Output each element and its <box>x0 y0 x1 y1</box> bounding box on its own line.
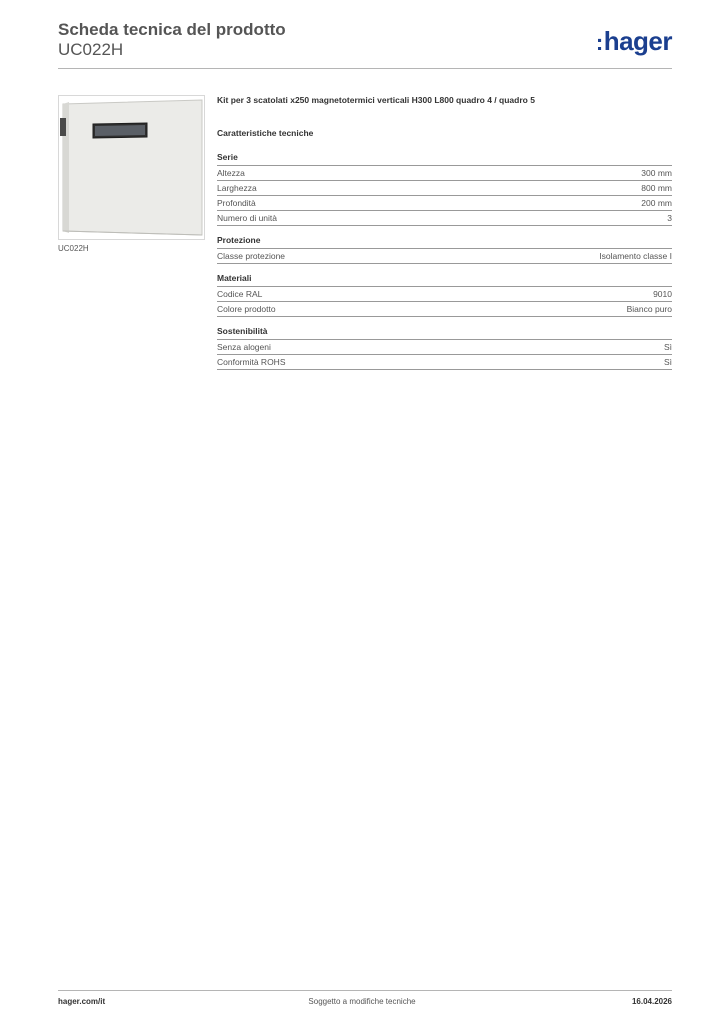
spec-value: 9010 <box>653 289 672 299</box>
spec-row <box>217 166 672 181</box>
spec-section-sostenibilita <box>217 326 672 370</box>
section-title: Serie <box>217 152 672 166</box>
product-description: Kit per 3 scatolati x250 magnetotermici verticali H300 L800 quadro 4 / quadro 5 <box>217 95 535 105</box>
spec-row <box>217 287 672 302</box>
spec-label: Profondità <box>217 198 256 208</box>
spec-row <box>217 196 672 211</box>
spec-value: Bianco puro <box>626 304 672 314</box>
spec-row <box>217 181 672 196</box>
spec-value: Isolamento classe I <box>599 251 672 261</box>
spec-value: 800 mm <box>641 183 672 193</box>
product-code: UC022H <box>58 40 124 59</box>
logo-text: hager <box>603 26 672 56</box>
spec-label: Larghezza <box>217 183 257 193</box>
spec-value: 300 mm <box>641 168 672 178</box>
spec-label: Classe protezione <box>217 251 286 261</box>
footer-date: 16.04.2026 <box>631 997 672 1006</box>
page-title: Scheda tecnica del prodotto <box>58 20 286 39</box>
spec-value: 200 mm <box>641 198 672 208</box>
info-column <box>217 95 672 379</box>
spec-value: Sì <box>663 357 672 367</box>
logo-colon-mark: : <box>595 30 603 55</box>
product-image <box>58 95 205 240</box>
spec-row <box>217 355 672 370</box>
spec-row <box>217 340 672 355</box>
section-title: Protezione <box>217 235 672 249</box>
section-title: Materiali <box>217 273 672 287</box>
spec-label: Senza alogeni <box>217 342 271 352</box>
spec-row <box>217 249 672 264</box>
footer-note: Soggetto a modifiche tecniche <box>308 997 416 1006</box>
spec-label: Numero di unità <box>217 213 278 223</box>
spec-value: 3 <box>667 213 672 223</box>
image-caption: UC022H <box>58 244 89 253</box>
spec-section-materiali <box>217 273 672 317</box>
section-title: Sostenibilità <box>217 326 672 340</box>
spec-row <box>217 302 672 317</box>
hager-logo <box>596 26 672 57</box>
spec-label: Codice RAL <box>217 289 263 299</box>
header-divider <box>58 68 672 69</box>
product-panel-icon <box>59 96 204 239</box>
specs-heading: Caratteristiche tecniche <box>217 128 314 138</box>
spec-value: Sì <box>663 342 672 352</box>
spec-section-protezione <box>217 235 672 264</box>
spec-section-serie <box>217 152 672 226</box>
spec-row <box>217 211 672 226</box>
spec-label: Altezza <box>217 168 245 178</box>
spec-label: Colore prodotto <box>217 304 276 314</box>
footer-divider <box>58 990 672 991</box>
spec-label: Conformità ROHS <box>217 357 286 367</box>
footer-website-link[interactable]: hager.com/it <box>58 997 106 1006</box>
